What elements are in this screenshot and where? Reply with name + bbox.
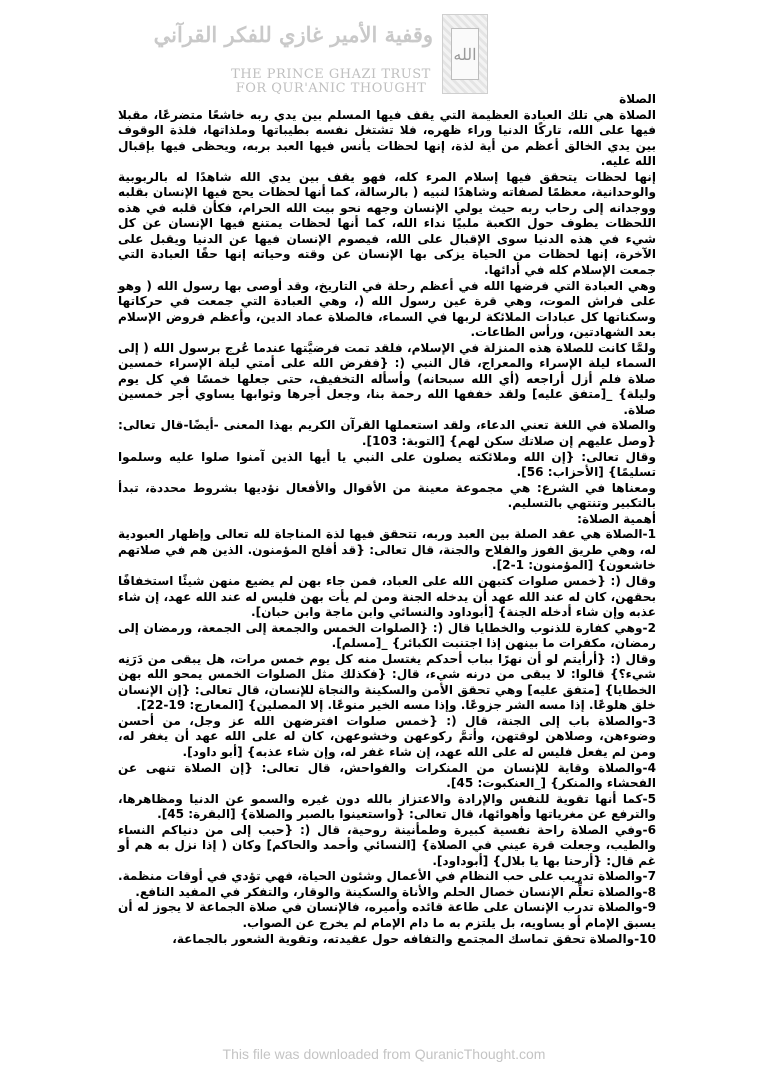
trust-name-arabic: وقفية الأمير غازي للفكر القرآني [153, 22, 433, 47]
trust-name-english-line1: THE PRINCE GHAZI TRUST [231, 67, 431, 82]
trust-name-english-line2: FOR QUR'ANIC THOUGHT [235, 81, 427, 96]
list-item: 1-الصلاة هي عقد الصلة بين العبد وربه، تتحقق فيها لذة المناجاة لله تعالى وإظهار العبودية له، وهي طريق الفوز والفلاح والجنة، قال تعالى: {قد أفلح المؤمنون. الذين هم في صلاتهم خاشعون} [المؤمنون: 1-2]. [118, 527, 656, 573]
body-paragraph: وقال (: {أرأيتم لو أن نهرًا بباب أحدكم يغتسل منه كل يوم خمس مرات، هل يبقى من دَرَنِه شيء؟} قالوا: لا يبقى من درنه شيء، قال: {فكذلك مثل الصلوات الخمس يمحو الله بهن الخطايا} [متفق عليه] وهي تحقق الأمن والسكينة والنجاة للإنسان، قال تعالى: {إن الإنسان خلق هلوعًا. إذا مسه الشر جزوعًا. وإذا مسه الخير منوعًا. إلا المصلين} [المعارج: 19-22]. [118, 651, 656, 713]
list-item: 2-وهي كفارة للذنوب والخطايا قال (: {الصلوات الخمس والجمعة إلى الجمعة، ورمضان إلى رمضان، مكفرات ما بينهن إذا اجتنبت الكبائر} _[مسلم]. [118, 620, 656, 651]
list-item: 7-والصلاة تدريب على حب النظام في الأعمال وشئون الحياة، فهي تؤدي في أوقات منظمة. [117, 869, 656, 884]
emblem-calligraphy: الله [451, 28, 479, 80]
document-header [0, 0, 768, 100]
list-item: 6-وفي الصلاة راحة نفسية كبيرة وطمأنينة روحية، قال (: {حبب إلى من دنياكم النساء والطيب، وجعلت قرة عيني في الصلاة} [النسائي وأحمد والحاكم] وكان ( إذا نزل به هم أو غم قال: {أرحنا بها يا بلال} [أبوداود]. [118, 822, 656, 868]
download-source-footer: This file was downloaded from QuranicThought.com [222, 1046, 546, 1062]
list-item: 3-والصلاة باب إلى الجنة، قال (: {خمس صلوات افترضهن الله عز وجل، من أحسن وضوءهن، وصلاهن لوقتهن، وأتمَّ ركوعهن وخشوعهن، كان له على الله عهد أن يغفر له، ومن لم يفعل فليس له على الله عهد، إن شاء غفر له، وإن شاء عذبه} [أبو داود]. [118, 713, 656, 759]
list-item: 10-والصلاة تحقق تماسك المجتمع والتفافه حول عقيدته، وتقوية الشعور بالجماعة، [172, 931, 656, 946]
list-item: 5-كما أنها تقوية للنفس والإرادة والاعتزاز بالله دون غيره والسمو عن الدنيا ومظاهرها، والترفع عن مغرياتها وأهوائها، قال تعالى: {واستعينوا بالصبر والصلاة} [البقرة: 45]. [118, 791, 656, 822]
trust-emblem-logo [442, 14, 488, 94]
intro-paragraph: الصلاة هي تلك العبادة العظيمة التي يقف فيها المسلم بين يدي ربه خاشعًا متضرعًا، مقبلا فيها على الله، تاركًا الدنيا وراء ظهره، فلا تشتغل نفسه بطيباتها وملذاتها، فلذة الوقوف بين يدي الخالق أعظم من أية لذة، إنها لحظات يأنس فيها العبد بربه، ويحظى فيها بإقبال الله عليه. [118, 107, 656, 169]
section-heading: أهمية الصلاة: [577, 511, 656, 526]
body-paragraph: ولمَّا كانت للصلاة هذه المنزلة في الإسلام، فلقد تمت فرضيَّتها عندما عُرج برسول الله ( إلى السماء ليلة الإسراء والمعراج، قال النبي (: {ففرض الله على أمتي ليلة الإسراء خمسين صلاة فلم أزل أراجعه (أي الله سبحانه) وأسأله التخفيف، حتى جعلها خمسًا في كل يوم وليلة} _[متفق عليه] ولقد خففها الله رحمة بنا، وجعل أجرها وثوابها يساوي أجر خمسين صلاة. [118, 340, 656, 417]
body-paragraph: إنها لحظات يتحقق فيها إسلام المرء كله، فهو يقف بين يدي الله شاهدًا له بالربوبية والوحدانية، معظمًا لصفاته وشاهدًا لنبيه ( بالرسالة، كما أنها لحظات يحج فيها الإنسان بقلبه ووجدانه إلى رحاب ربه حيث يولي الإنسان وجهه نحو بيت الله الحرام، فكأن قلبه في هذه اللحظات يطوف حول الكعبة ملبيًا نداء الله، كما أنها لحظات يمتنع فيها الإنسان عن كل شيء في هذه الدنيا سوى الإقبال على الله، فيصوم الإنسان فيها عن الدنيا ويقبل على الآخرة، إنها لحظات من الحياة يزكى بها الإنسان عن وقته وحياته إنها حقًا العبادة التي جمعت الإسلام كله في أدائها. [118, 169, 656, 278]
body-paragraph: وقال (: {خمس صلوات كتبهن الله على العباد، فمن جاء بهن لم يضيع منهن شيئًا استخفافًا بحقهن، كان له عند الله عهد أن يدخله الجنة ومن لم يأت بهن فليس له عند الله عهد، إن شاء عذبه وإن شاء أدخله الجنة} [أبوداود والنسائي وابن ماجة وابن حبان]. [118, 573, 656, 620]
body-paragraph: ومعناها في الشرع: هي مجموعة معينة من الأقوال والأفعال نؤديها بشروط محددة، تبدأ بالتكبير وتنتهي بالتسليم. [118, 480, 656, 511]
list-item: 4-والصلاة وقاية للإنسان من المنكرات والفواحش، قال تعالى: {إن الصلاة تنهى عن الفحشاء والمنكر} [_العنكبوت: 45]. [118, 760, 656, 791]
body-paragraph: وهي العبادة التي فرضها الله في أعظم رحلة في التاريخ، وقد أوصى بها رسول الله ( وهو على فراش الموت، وهي قرة عين رسول الله (، وهي العبادة التي جمعت في حركاتها وسكناتها كل عبادات الملائكة لربها في السماء، فالصلاة عماد الدين، وأعظم فروض الإسلام بعد الشهادتين، ورأس الطاعات. [118, 278, 656, 340]
list-item: 9-والصلاة تدرب الإنسان على طاعة قائده وأميره، فالإنسان في صلاة الجماعة لا يجوز له أن يسبق الإمام أو يساويه، بل يلتزم به ما دام الإمام لم يخرج عن الصواب. [118, 900, 656, 930]
body-paragraph: والصلاة في اللغة تعني الدعاء، ولقد استعملها القرآن الكريم بهذا المعنى -أيضًا-قال تعالى: {وصل عليهم إن صلاتك سكن لهم} [التوبة: 103]. [118, 418, 656, 449]
body-paragraph: وقال تعالى: {إن الله وملائكته يصلون على النبي يا أيها الذين آمنوا صلوا عليه وسلموا تسليمًا} [الأحزاب: 56]. [118, 449, 656, 480]
page-title: الصلاة [619, 92, 656, 106]
list-item: 8-والصلاة تعلِّم الإنسان خصال الحلم والأناة والسكينة والوقار، والتفكر في المفيد النافع. [135, 884, 656, 899]
document-body [118, 92, 656, 947]
